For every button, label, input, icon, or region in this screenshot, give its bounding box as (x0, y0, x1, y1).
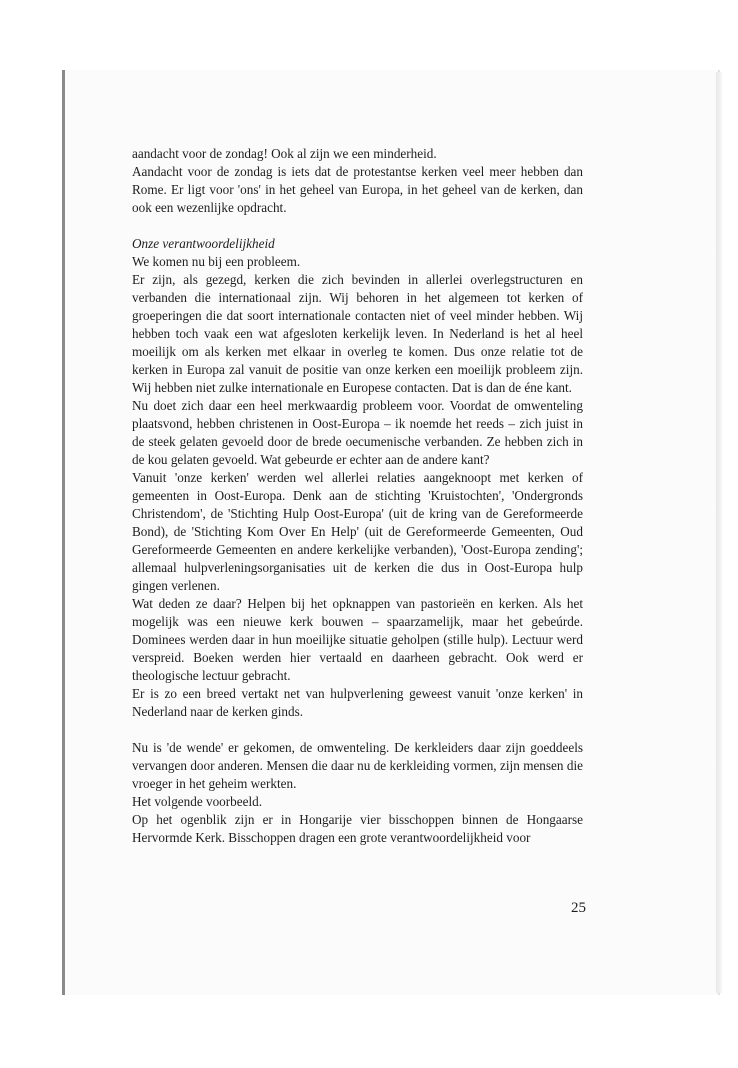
paragraph: Er is zo een breed vertakt net van hulpverlening geweest vanuit 'onze kerken' in Nederland naar de kerken ginds. (132, 686, 583, 719)
paragraph: Nu doet zich daar een heel merkwaardig probleem voor. Voordat de omwenteling plaatsvond, hebben christenen in Oost-Europa – ik noemde het reeds – zich juist in de steek gelaten gevoeld door de brede oecumenische verbanden. Ze hebben zich in de kou gelaten gevoeld. Wat gebeurde er echter aan de andere kant? (132, 398, 583, 467)
page-number: 25 (571, 900, 586, 916)
paragraph: Nu is 'de wende' er gekomen, de omwenteling. De kerkleiders daar zijn goeddeels vervangen door anderen. Mensen die daar nu de kerkleiding vormen, zijn mensen die vroeger in het geheim werkten. (132, 740, 583, 791)
paragraph: Op het ogenblik zijn er in Hongarije vier bisschoppen binnen de Hongaarse Hervormde Kerk. Bisschoppen dragen een grote verantwoordelijkheid voor (132, 812, 583, 845)
paragraph: Er zijn, als gezegd, kerken die zich bevinden in allerlei overlegstructuren en verbanden die internationaal zijn. Wij behoren in het algemeen tot kerken of groeperingen die dat soort internationale contacten niet of veel minder hebben. Wij hebben toch vaak een wat afgesloten kerkelijk leven. In Nederland is het al heel moeilijk om als kerken met elkaar in overleg te komen. Dus onze relatie tot de kerken in Europa zal vanuit de positie van onze kerken een moeilijk probleem zijn. Wij hebben niet zulke internationale en Europese contacten. Dat is dan de éne kant. (132, 272, 583, 395)
body-text (132, 145, 583, 847)
section-heading: Onze verantwoordelijkheid (132, 236, 275, 251)
page-edge (716, 72, 722, 993)
paragraph: Het volgende voorbeeld. (132, 794, 263, 809)
paragraph: Vanuit 'onze kerken' werden wel allerlei relaties aangeknoopt met kerken of gemeenten in Oost-Europa. Denk aan de stichting 'Kruistochten', 'Ondergronds Christendom', de 'Stichting Hulp Oost-Europa' (uit de kring van de Gereformeerde Bond), de 'Stichting Kom Over En Help' (uit de Gereformeerde Gemeenten, Oud Gereformeerde Gemeenten en andere kerkelijke verbanden), 'Oost-Europa zending'; allemaal hulpverleningsorganisaties uit de kerken die dus in Oost-Europa hulp gingen verlenen. (132, 470, 583, 593)
paragraph: Wat deden ze daar? Helpen bij het opknappen van pastorieën en kerken. Als het mogelijk was een nieuwe kerk bouwen – spaarzamelijk, maar het gebeúrde. Dominees werden daar in hun moeilijke situatie geholpen (stille hulp). Lectuur werd verspreid. Boeken werden hier vertaald en daarheen gebracht. Ook werd er theologische lectuur gebracht. (132, 596, 583, 683)
paragraph: aandacht voor de zondag! Ook al zijn we een minderheid. (132, 146, 437, 161)
paragraph: We komen nu bij een probleem. (132, 254, 301, 269)
paragraph: Aandacht voor de zondag is iets dat de protestantse kerken veel meer hebben dan Rome. Er ligt voor 'ons' in het geheel van Europa, in het geheel van de kerken, dan ook een wezenlijke opdracht. (132, 164, 583, 215)
